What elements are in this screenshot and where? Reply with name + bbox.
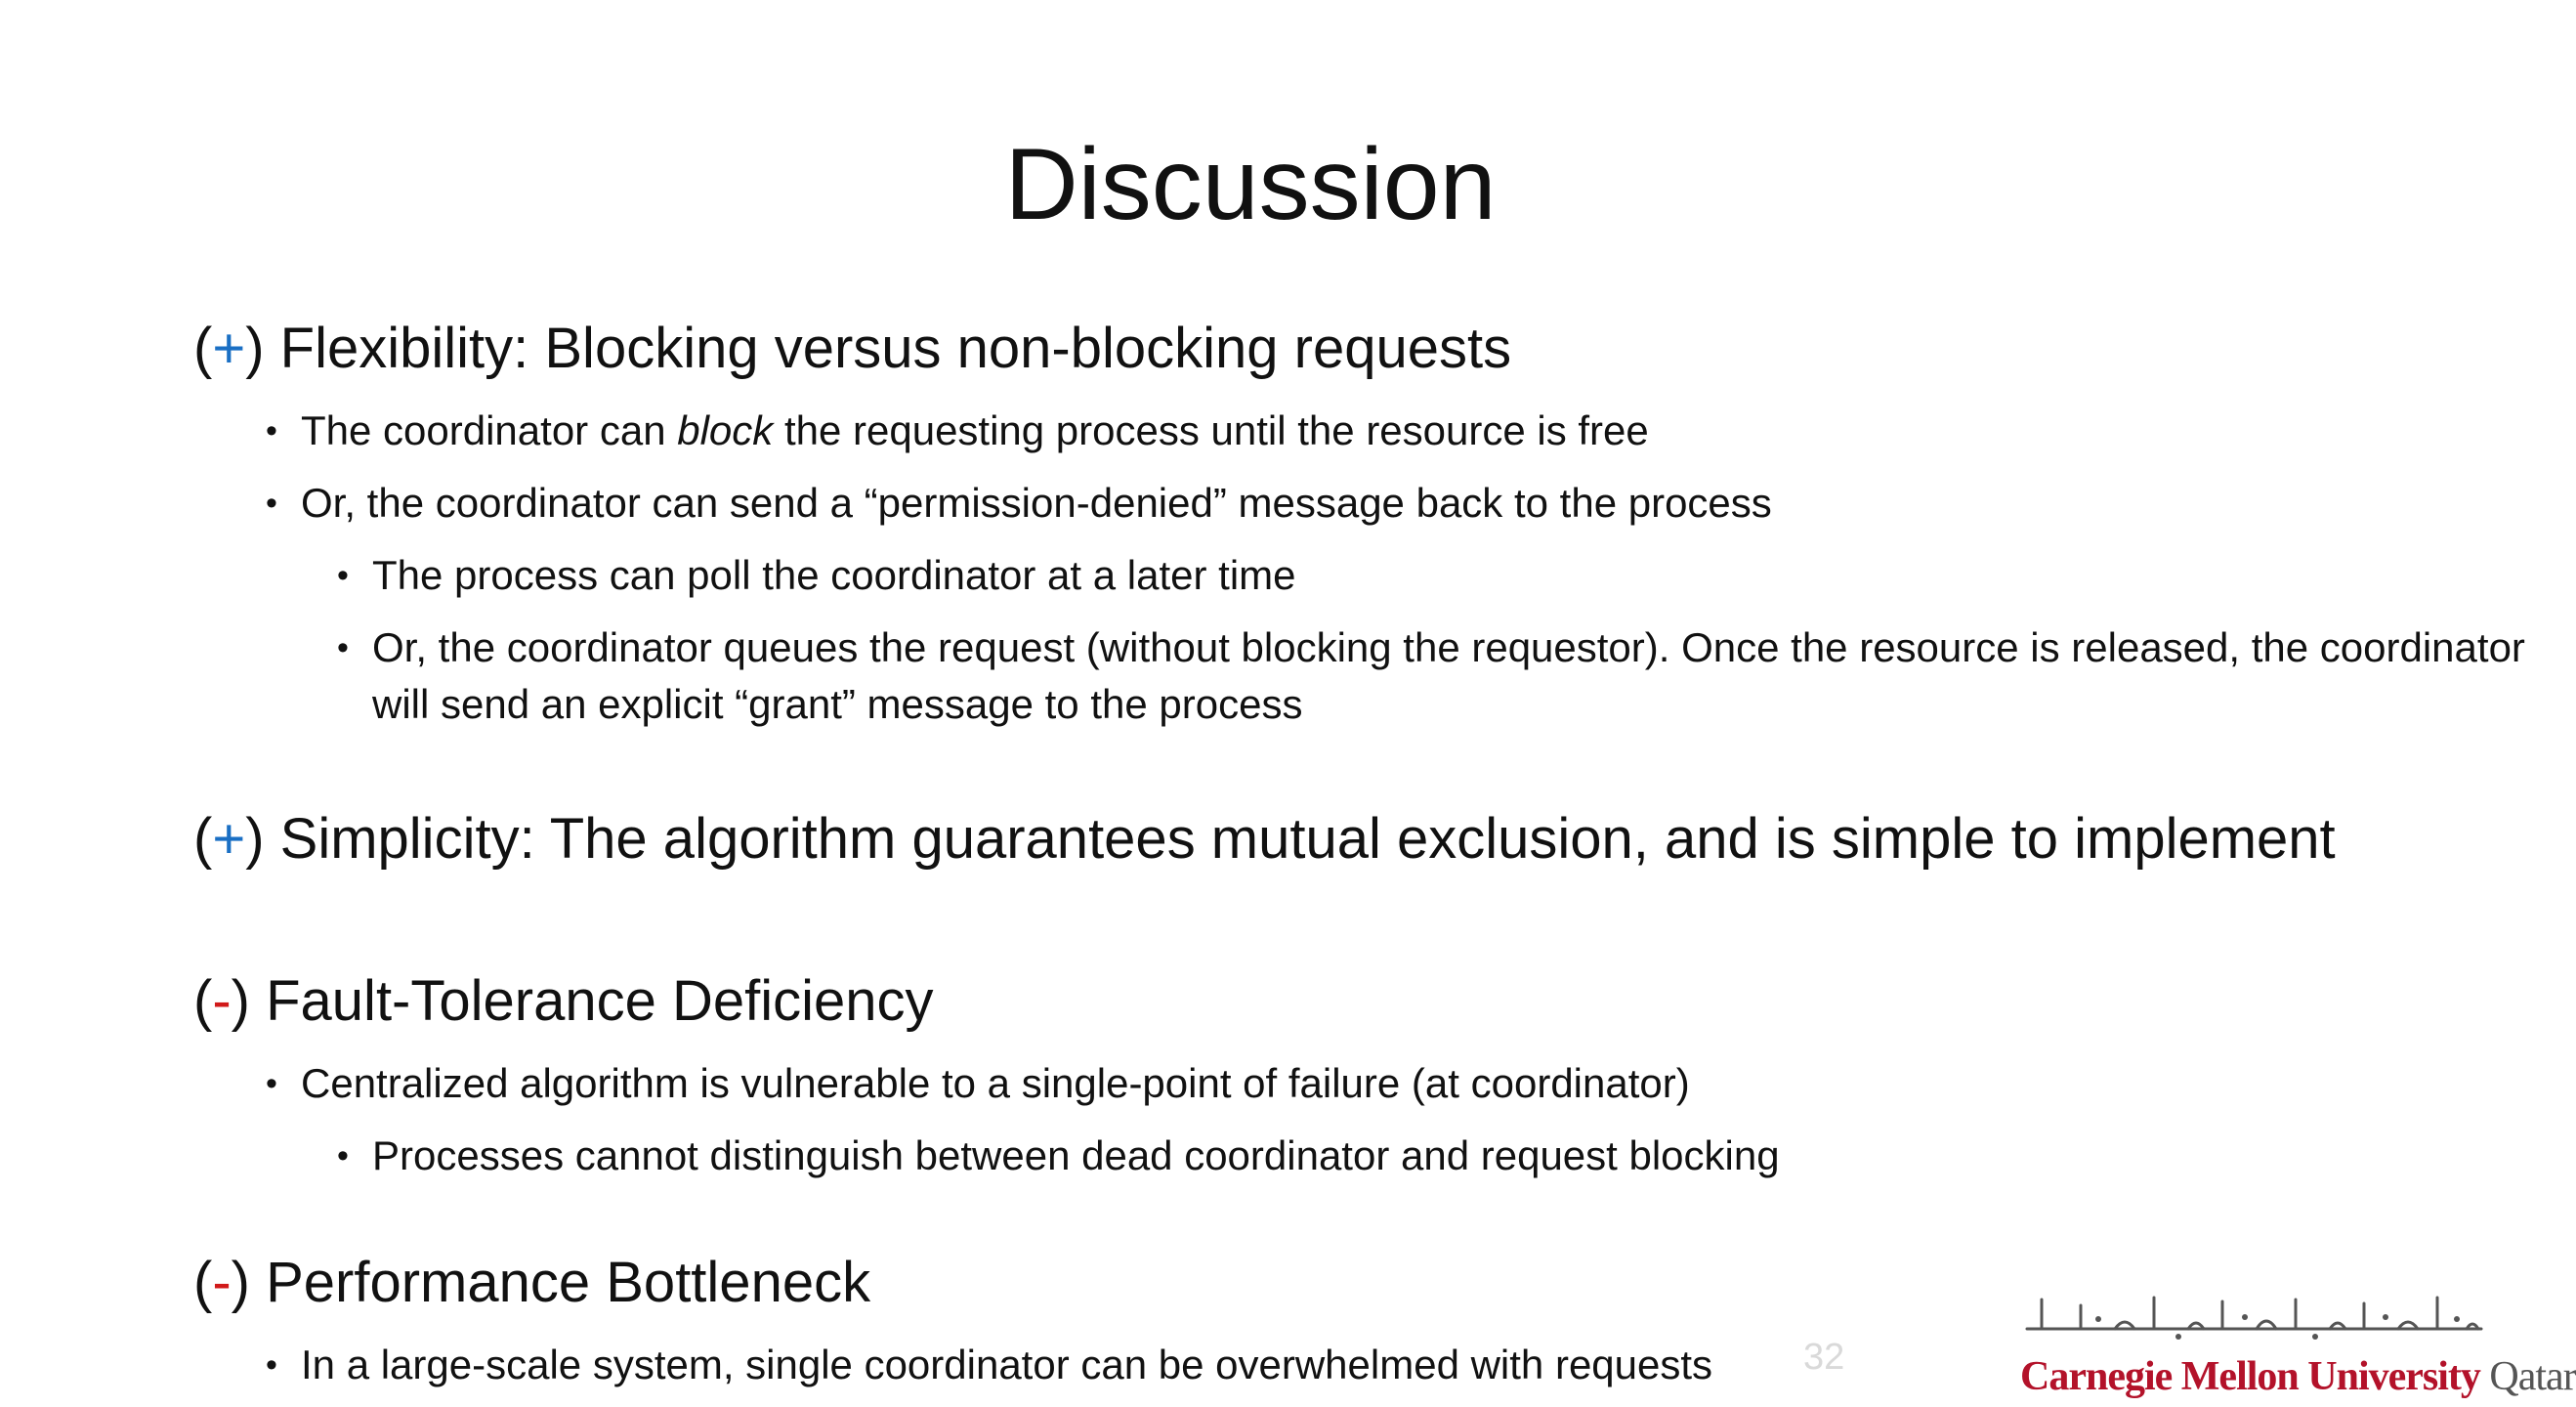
bullet-icon: • [266,485,277,522]
sub-bullet-item: • Or, the coordinator queues the request (without blocking the requestor). Once the resource is released, the coordinator will send an explicit “grant” message to the process [193,619,2570,733]
bullet-item: • The coordinator can block the requesting process until the resource is free [193,403,2462,459]
university-name: Carnegie Mellon University Qatar [2020,1354,2576,1399]
minus-sign: - [212,1251,232,1314]
slide-title: Discussion [1004,128,1497,241]
section-heading-simplicity: (+) Simplicity: The algorithm guarantees mutual exclusion, and is simple to implement [193,807,2336,871]
bullet-item: • In a large-scale system, single coordinator can be overwhelmed with requests [193,1337,2462,1393]
bullet-icon: • [337,557,349,594]
page-number: 32 [1803,1337,1845,1378]
emphasis-text: block [677,407,774,453]
bullet-icon: • [266,1346,277,1384]
bullet-icon: • [266,412,277,449]
arabic-wordmark-icon [2022,1292,2491,1341]
section-heading-flexibility: (+) Flexibility: Blocking versus non-blocking requests [193,317,1512,380]
bullet-icon: • [337,629,349,666]
heading-text: Flexibility: Blocking versus non-blocking requests [279,317,1512,380]
heading-text: Simplicity: The algorithm guarantees mutual exclusion, and is simple to implement [279,807,2336,871]
sub-bullet-item: • The process can poll the coordinator at a later time [193,547,2462,604]
section-heading-fault-tolerance: (-) Fault-Tolerance Deficiency [193,969,934,1033]
cmu-qatar-logo [2012,1292,2576,1407]
heading-text: Performance Bottleneck [266,1251,871,1314]
bullet-icon: • [337,1137,349,1174]
minus-sign: - [212,969,232,1033]
bullet-item: • Or, the coordinator can send a “permission-denied” message back to the process [193,475,2462,532]
bullet-item: • Centralized algorithm is vulnerable to a single-point of failure (at coordinator) [193,1055,2462,1112]
heading-text: Fault-Tolerance Deficiency [266,969,934,1033]
slide-content [193,311,2525,1393]
section-heading-performance: (-) Performance Bottleneck [193,1251,871,1314]
plus-sign: + [212,317,246,380]
sub-bullet-item: • Processes cannot distinguish between dead coordinator and request blocking [193,1128,2462,1184]
bullet-icon: • [266,1065,277,1102]
plus-sign: + [212,807,246,871]
